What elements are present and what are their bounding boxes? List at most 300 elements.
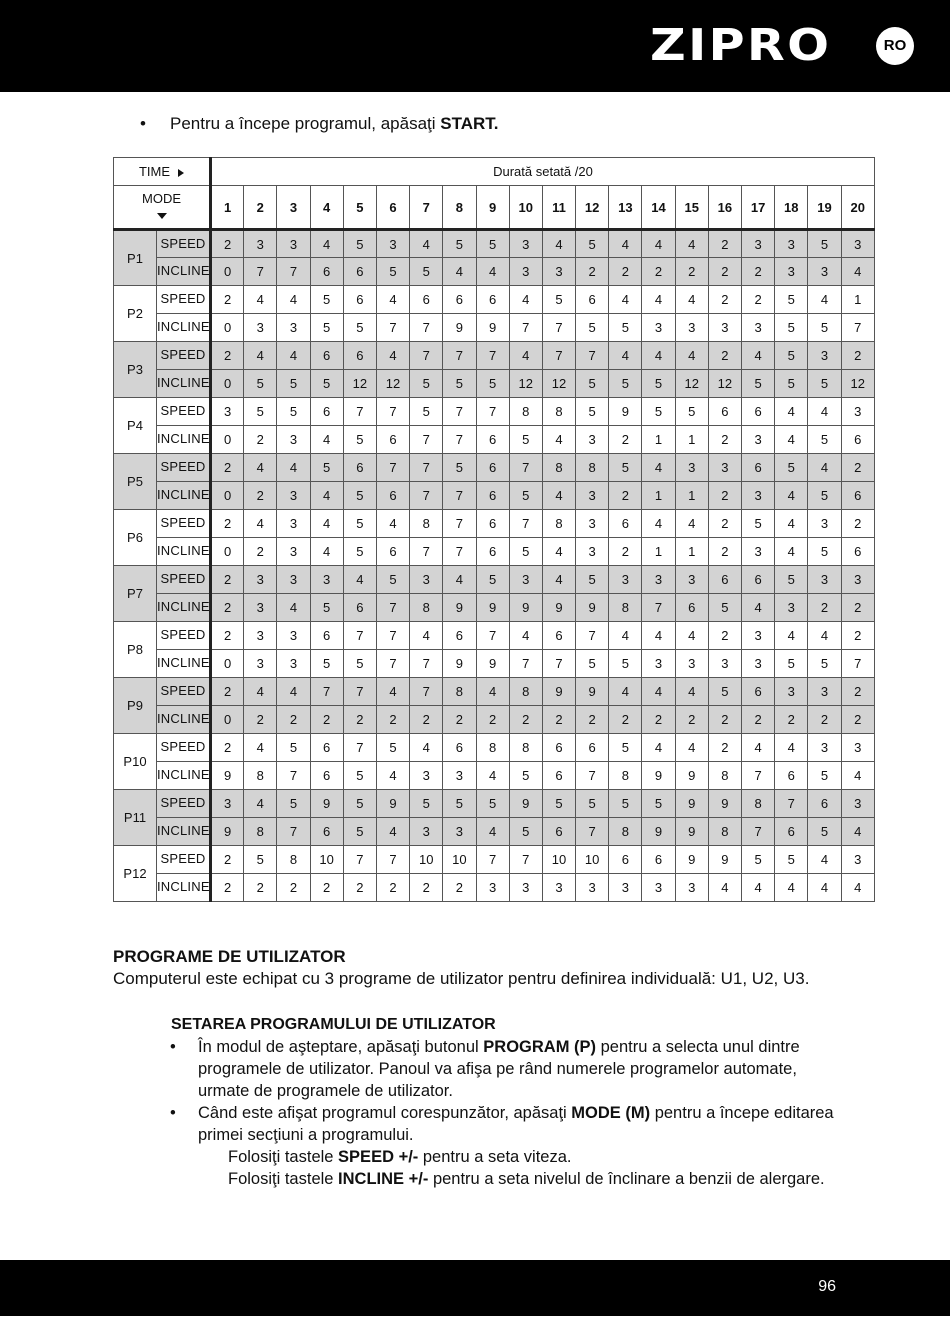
- incline-value: 2: [244, 874, 277, 902]
- speed-value: 6: [343, 454, 376, 482]
- speed-value: 4: [310, 510, 343, 538]
- incline-value: 5: [343, 650, 376, 678]
- speed-value: 6: [542, 622, 575, 650]
- incline-value: 2: [675, 706, 708, 734]
- incline-value: 2: [542, 706, 575, 734]
- page-number: 96: [818, 1278, 836, 1295]
- speed-value: 5: [376, 734, 409, 762]
- incline-value: 2: [244, 538, 277, 566]
- incline-value: 7: [277, 258, 310, 286]
- speed-value: 3: [277, 566, 310, 594]
- speed-value: 3: [211, 398, 244, 426]
- duration-header: Durată setată /20: [211, 158, 875, 186]
- speed-value: 4: [410, 230, 443, 258]
- incline-value: 7: [277, 818, 310, 846]
- arrow-right-icon: [178, 169, 184, 177]
- speed-value: 6: [310, 342, 343, 370]
- speed-value: 3: [808, 342, 841, 370]
- speed-value: 4: [675, 510, 708, 538]
- speed-value: 3: [244, 566, 277, 594]
- speed-value: 4: [609, 286, 642, 314]
- incline-value: 2: [576, 706, 609, 734]
- speed-value: 9: [576, 678, 609, 706]
- incline-value: 2: [609, 538, 642, 566]
- incline-value: 5: [376, 258, 409, 286]
- incline-value: 2: [443, 706, 476, 734]
- speed-value: 3: [509, 230, 542, 258]
- incline-value: 3: [675, 314, 708, 342]
- incline-value: 4: [310, 426, 343, 454]
- incline-value: 2: [343, 706, 376, 734]
- incline-value: 0: [211, 706, 244, 734]
- speed-value: 5: [775, 286, 808, 314]
- incline-label: INCLINE: [157, 482, 211, 510]
- incline-value: 5: [775, 314, 808, 342]
- speed-value: 4: [642, 678, 675, 706]
- speed-value: 2: [211, 846, 244, 874]
- speed-value: 7: [343, 622, 376, 650]
- incline-value: 3: [708, 314, 741, 342]
- incline-value: 3: [277, 482, 310, 510]
- incline-value: 5: [576, 314, 609, 342]
- incline-label: INCLINE: [157, 426, 211, 454]
- speed-value: 4: [509, 286, 542, 314]
- speed-value: 5: [343, 510, 376, 538]
- speed-value: 6: [742, 454, 775, 482]
- incline-value: 1: [642, 538, 675, 566]
- speed-value: 4: [675, 734, 708, 762]
- speed-value: 5: [742, 510, 775, 538]
- incline-value: 6: [310, 818, 343, 846]
- incline-value: 2: [675, 258, 708, 286]
- speed-value: 4: [277, 342, 310, 370]
- incline-value: 2: [576, 258, 609, 286]
- incline-value: 4: [775, 426, 808, 454]
- speed-value: 8: [576, 454, 609, 482]
- incline-value: 2: [642, 706, 675, 734]
- zipro-logo: ZIPRO: [650, 20, 832, 71]
- incline-value: 9: [443, 594, 476, 622]
- speed-value: 3: [775, 230, 808, 258]
- speed-label: SPEED: [157, 398, 211, 426]
- incline-value: 5: [576, 650, 609, 678]
- speed-value: 2: [841, 510, 874, 538]
- speed-value: 4: [277, 454, 310, 482]
- table-row: [114, 622, 875, 650]
- incline-value: 8: [244, 762, 277, 790]
- incline-value: 5: [708, 594, 741, 622]
- incline-value: 7: [410, 426, 443, 454]
- speed-value: 5: [609, 790, 642, 818]
- column-number: 13: [609, 186, 642, 230]
- incline-value: 8: [609, 762, 642, 790]
- incline-value: 2: [708, 426, 741, 454]
- table-row: [114, 342, 875, 370]
- incline-value: 12: [841, 370, 874, 398]
- speed-value: 2: [211, 286, 244, 314]
- incline-value: 5: [775, 650, 808, 678]
- incline-value: 5: [609, 370, 642, 398]
- speed-value: 3: [244, 230, 277, 258]
- incline-value: 4: [542, 482, 575, 510]
- speed-value: 10: [310, 846, 343, 874]
- speed-value: 3: [211, 790, 244, 818]
- speed-value: 4: [609, 622, 642, 650]
- incline-value: 9: [576, 594, 609, 622]
- incline-value: 4: [542, 538, 575, 566]
- incline-value: 3: [642, 874, 675, 902]
- speed-value: 7: [509, 510, 542, 538]
- speed-value: 4: [675, 286, 708, 314]
- incline-value: 6: [476, 482, 509, 510]
- incline-value: 7: [742, 818, 775, 846]
- speed-value: 9: [675, 790, 708, 818]
- speed-value: 7: [410, 342, 443, 370]
- incline-value: 3: [642, 650, 675, 678]
- speed-value: 7: [542, 342, 575, 370]
- speed-value: 2: [211, 342, 244, 370]
- speed-value: 4: [775, 622, 808, 650]
- item-bold: MODE (M): [571, 1104, 651, 1122]
- column-number: 15: [675, 186, 708, 230]
- speed-value: 6: [576, 734, 609, 762]
- speed-label: SPEED: [157, 286, 211, 314]
- speed-value: 10: [410, 846, 443, 874]
- incline-value: 2: [609, 482, 642, 510]
- speed-value: 6: [443, 734, 476, 762]
- speed-value: 5: [277, 398, 310, 426]
- incline-value: 3: [576, 538, 609, 566]
- incline-value: 6: [841, 538, 874, 566]
- speed-value: 4: [542, 230, 575, 258]
- incline-value: 7: [376, 650, 409, 678]
- incline-value: 7: [277, 762, 310, 790]
- speed-value: 3: [841, 566, 874, 594]
- incline-value: 4: [376, 762, 409, 790]
- section-title: PROGRAME DE UTILIZATOR: [113, 947, 346, 966]
- table-row: [114, 230, 875, 258]
- speed-value: 2: [708, 230, 741, 258]
- incline-value: 5: [410, 258, 443, 286]
- incline-value: 3: [277, 314, 310, 342]
- speed-value: 3: [376, 230, 409, 258]
- incline-value: 6: [476, 538, 509, 566]
- incline-value: 4: [742, 594, 775, 622]
- speed-value: 7: [376, 622, 409, 650]
- program-name: P12: [114, 846, 157, 902]
- speed-value: 3: [576, 510, 609, 538]
- speed-label: SPEED: [157, 566, 211, 594]
- incline-value: 3: [808, 258, 841, 286]
- speed-value: 5: [642, 398, 675, 426]
- speed-value: 4: [509, 622, 542, 650]
- speed-value: 2: [211, 510, 244, 538]
- incline-value: 6: [310, 258, 343, 286]
- table-row: [114, 678, 875, 706]
- table-row: [114, 566, 875, 594]
- speed-value: 4: [376, 286, 409, 314]
- incline-value: 4: [841, 874, 874, 902]
- incline-value: 7: [410, 482, 443, 510]
- speed-value: 2: [841, 622, 874, 650]
- incline-value: 2: [244, 482, 277, 510]
- incline-value: 8: [609, 594, 642, 622]
- column-number: 3: [277, 186, 310, 230]
- incline-value: 4: [775, 538, 808, 566]
- incline-value: 5: [509, 538, 542, 566]
- incline-value: 3: [742, 314, 775, 342]
- speed-value: 6: [742, 678, 775, 706]
- speed-value: 5: [277, 734, 310, 762]
- incline-value: 3: [277, 538, 310, 566]
- speed-label: SPEED: [157, 342, 211, 370]
- incline-value: 8: [708, 762, 741, 790]
- speed-value: 3: [841, 398, 874, 426]
- arrow-down-icon: [157, 213, 167, 219]
- column-number: 5: [343, 186, 376, 230]
- incline-value: 0: [211, 538, 244, 566]
- item-text: pentru a seta nivelul de înclinare a benzii de alergare.: [428, 1170, 825, 1188]
- speed-value: 4: [343, 566, 376, 594]
- incline-value: 7: [443, 426, 476, 454]
- incline-value: 6: [775, 762, 808, 790]
- speed-value: 4: [642, 286, 675, 314]
- incline-value: 7: [841, 314, 874, 342]
- speed-value: 7: [576, 622, 609, 650]
- speed-value: 3: [808, 734, 841, 762]
- incline-value: 5: [609, 314, 642, 342]
- incline-value: 9: [675, 818, 708, 846]
- incline-value: 6: [376, 538, 409, 566]
- incline-value: 3: [244, 314, 277, 342]
- incline-value: 5: [808, 650, 841, 678]
- speed-value: 2: [708, 622, 741, 650]
- incline-value: 5: [808, 314, 841, 342]
- speed-value: 6: [443, 622, 476, 650]
- incline-value: 9: [675, 762, 708, 790]
- speed-value: 2: [708, 510, 741, 538]
- speed-value: 8: [509, 734, 542, 762]
- incline-value: 9: [642, 762, 675, 790]
- list-item: [170, 1036, 850, 1102]
- incline-value: 12: [509, 370, 542, 398]
- incline-value: 4: [476, 762, 509, 790]
- program-name: P4: [114, 398, 157, 454]
- intro-bullet: [140, 113, 499, 135]
- speed-value: 8: [742, 790, 775, 818]
- incline-value: 2: [244, 706, 277, 734]
- speed-value: 3: [808, 566, 841, 594]
- speed-label: SPEED: [157, 622, 211, 650]
- incline-value: 5: [310, 650, 343, 678]
- incline-value: 3: [542, 258, 575, 286]
- speed-value: 4: [542, 566, 575, 594]
- speed-value: 5: [277, 790, 310, 818]
- speed-value: 4: [244, 454, 277, 482]
- incline-value: 12: [376, 370, 409, 398]
- item-text: Folosiţi tastele: [228, 1148, 339, 1166]
- incline-value: 2: [410, 706, 443, 734]
- program-name: P7: [114, 566, 157, 622]
- incline-value: 5: [310, 594, 343, 622]
- incline-value: 4: [277, 594, 310, 622]
- speed-value: 4: [244, 510, 277, 538]
- incline-value: 3: [509, 258, 542, 286]
- speed-value: 7: [509, 846, 542, 874]
- incline-label: INCLINE: [157, 762, 211, 790]
- incline-value: 2: [609, 426, 642, 454]
- speed-label: SPEED: [157, 846, 211, 874]
- speed-value: 4: [476, 678, 509, 706]
- incline-value: 3: [410, 762, 443, 790]
- speed-value: 2: [841, 342, 874, 370]
- incline-value: 2: [376, 706, 409, 734]
- incline-value: 6: [675, 594, 708, 622]
- speed-value: 3: [310, 566, 343, 594]
- incline-value: 4: [708, 874, 741, 902]
- incline-value: 2: [476, 706, 509, 734]
- speed-value: 5: [542, 790, 575, 818]
- incline-value: 7: [410, 538, 443, 566]
- speed-value: 6: [742, 398, 775, 426]
- incline-value: 7: [642, 594, 675, 622]
- incline-value: 3: [443, 818, 476, 846]
- speed-value: 6: [808, 790, 841, 818]
- incline-value: 6: [841, 426, 874, 454]
- incline-value: 7: [244, 258, 277, 286]
- speed-value: 5: [675, 398, 708, 426]
- speed-value: 6: [476, 286, 509, 314]
- incline-value: 2: [443, 874, 476, 902]
- column-number: 19: [808, 186, 841, 230]
- speed-value: 7: [376, 398, 409, 426]
- incline-value: 7: [509, 314, 542, 342]
- bullet-icon: •: [140, 114, 146, 133]
- table-row: [114, 370, 875, 398]
- speed-value: 5: [476, 230, 509, 258]
- speed-value: 6: [609, 510, 642, 538]
- mode-label: MODE: [142, 191, 181, 206]
- speed-value: 3: [509, 566, 542, 594]
- incline-value: 5: [742, 370, 775, 398]
- incline-value: 5: [277, 370, 310, 398]
- speed-value: 9: [542, 678, 575, 706]
- speed-value: 10: [443, 846, 476, 874]
- incline-value: 5: [808, 426, 841, 454]
- item-bold: SPEED +/-: [338, 1148, 419, 1166]
- speed-value: 5: [576, 398, 609, 426]
- incline-value: 1: [642, 426, 675, 454]
- speed-value: 6: [410, 286, 443, 314]
- table-row: [114, 790, 875, 818]
- incline-value: 5: [343, 762, 376, 790]
- speed-value: 4: [642, 454, 675, 482]
- speed-value: 3: [808, 510, 841, 538]
- bullet-icon: •: [170, 1104, 176, 1122]
- speed-value: 5: [476, 566, 509, 594]
- speed-value: 7: [443, 398, 476, 426]
- incline-value: 5: [509, 762, 542, 790]
- column-number: 16: [708, 186, 741, 230]
- incline-value: 2: [841, 706, 874, 734]
- incline-label: INCLINE: [157, 258, 211, 286]
- speed-value: 4: [376, 510, 409, 538]
- incline-value: 3: [576, 482, 609, 510]
- incline-value: 2: [376, 874, 409, 902]
- incline-value: 2: [708, 538, 741, 566]
- speed-value: 3: [244, 622, 277, 650]
- program-table: [113, 157, 875, 902]
- incline-value: 8: [244, 818, 277, 846]
- incline-label: INCLINE: [157, 314, 211, 342]
- speed-value: 3: [708, 454, 741, 482]
- incline-value: 3: [576, 426, 609, 454]
- table-row: [114, 762, 875, 790]
- incline-value: 3: [775, 594, 808, 622]
- speed-value: 6: [708, 566, 741, 594]
- incline-label: INCLINE: [157, 650, 211, 678]
- speed-value: 7: [376, 846, 409, 874]
- incline-value: 4: [310, 482, 343, 510]
- incline-value: 5: [509, 426, 542, 454]
- incline-value: 2: [808, 706, 841, 734]
- incline-value: 5: [509, 818, 542, 846]
- incline-value: 6: [542, 818, 575, 846]
- speed-value: 4: [244, 286, 277, 314]
- incline-value: 3: [277, 426, 310, 454]
- page-footer: [0, 1260, 950, 1316]
- speed-value: 3: [675, 454, 708, 482]
- incline-value: 5: [642, 370, 675, 398]
- incline-value: 4: [376, 818, 409, 846]
- speed-value: 5: [576, 566, 609, 594]
- speed-value: 5: [708, 678, 741, 706]
- column-number: 1: [211, 186, 244, 230]
- speed-value: 8: [542, 510, 575, 538]
- speed-value: 5: [244, 846, 277, 874]
- incline-label: INCLINE: [157, 874, 211, 902]
- incline-value: 3: [476, 874, 509, 902]
- incline-value: 3: [576, 874, 609, 902]
- speed-value: 8: [443, 678, 476, 706]
- program-name: P1: [114, 230, 157, 286]
- incline-value: 12: [675, 370, 708, 398]
- program-name: P6: [114, 510, 157, 566]
- speed-value: 5: [775, 566, 808, 594]
- item-text: pentru a seta viteza.: [418, 1148, 572, 1166]
- speed-value: 4: [775, 734, 808, 762]
- incline-value: 5: [244, 370, 277, 398]
- incline-value: 3: [509, 874, 542, 902]
- incline-value: 2: [310, 874, 343, 902]
- incline-value: 4: [841, 762, 874, 790]
- speed-value: 5: [476, 790, 509, 818]
- incline-value: 3: [742, 426, 775, 454]
- speed-value: 2: [708, 342, 741, 370]
- speed-value: 4: [808, 286, 841, 314]
- speed-value: 4: [675, 678, 708, 706]
- speed-value: 2: [708, 734, 741, 762]
- speed-value: 4: [310, 230, 343, 258]
- incline-value: 4: [542, 426, 575, 454]
- speed-value: 2: [211, 566, 244, 594]
- speed-value: 3: [410, 566, 443, 594]
- speed-value: 4: [244, 790, 277, 818]
- incline-value: 9: [542, 594, 575, 622]
- speed-value: 6: [343, 342, 376, 370]
- speed-value: 7: [443, 342, 476, 370]
- column-number: 11: [542, 186, 575, 230]
